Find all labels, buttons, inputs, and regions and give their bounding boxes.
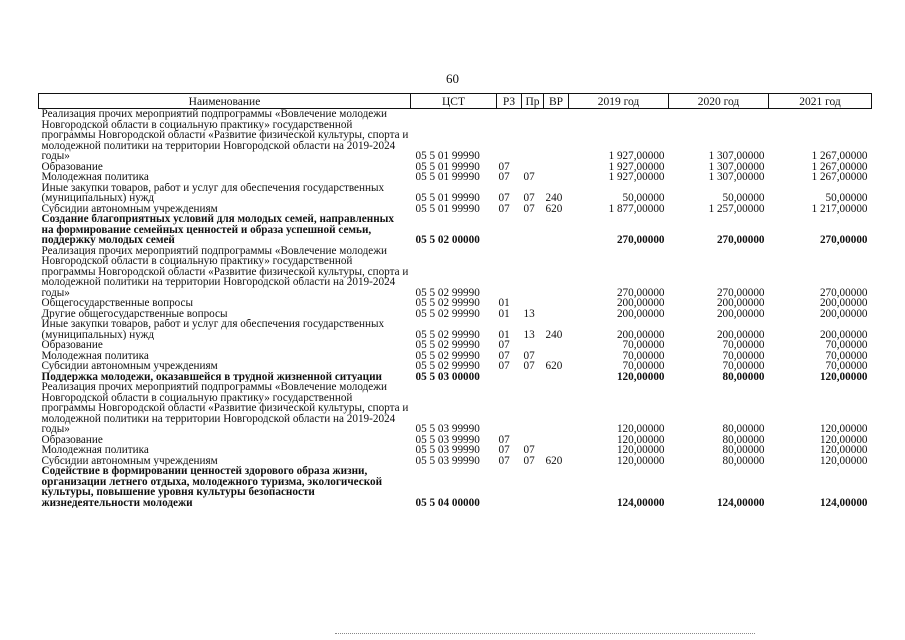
table-row — [39, 214, 872, 246]
cell-cst: 05 5 03 99990 — [415, 423, 480, 435]
cell-cst: 05 5 02 99990 — [415, 340, 480, 351]
cell-vr — [544, 309, 569, 320]
cell-2020: 80,00000 — [722, 434, 765, 445]
cell-2021: 1 217,00000 — [811, 203, 868, 214]
cell-2020: 1 307,00000 — [708, 161, 765, 172]
cell-pr — [522, 340, 544, 351]
cell-name: Образование — [41, 434, 103, 445]
cell-rz — [497, 372, 522, 383]
cell-pr — [522, 109, 544, 162]
cell-2019: 120,00000 — [616, 434, 665, 445]
cell-rz: 07 — [498, 350, 510, 361]
footer-dotted-line — [335, 633, 755, 634]
header-name: Наименование — [39, 94, 411, 109]
table-row — [39, 183, 872, 204]
cell-2020: 1 257,00000 — [708, 203, 765, 214]
cell-cst: 05 5 03 99990 — [415, 434, 480, 445]
cell-cst: 05 5 02 99990 — [415, 298, 480, 309]
table-row — [39, 456, 872, 467]
table-row — [39, 466, 872, 508]
cell-name: Общегосударственные вопросы — [41, 298, 194, 309]
cell-2020: 50,00000 — [722, 192, 765, 204]
cell-rz: 07 — [498, 203, 510, 214]
cell-name: Молодежная политика — [41, 172, 149, 183]
cell-2020: 124,00000 — [716, 496, 765, 508]
header-2020: 2020 год — [669, 94, 769, 109]
cell-pr: 07 — [523, 361, 535, 372]
table-row — [39, 204, 872, 215]
cell-rz: 01 — [498, 308, 510, 319]
cell-name: Иные закупки товаров, работ и услуг для обеспечения государственных (муниципальных) нужд — [41, 319, 385, 340]
cell-pr: 07 — [523, 350, 535, 361]
table-row — [39, 361, 872, 372]
cell-vr — [544, 298, 569, 309]
cell-2019: 70,00000 — [622, 340, 665, 351]
cell-name: Реализация прочих мероприятий подпрограммы «Вовлечение молодежи Новгородской области в социальную практику» государственной программы Новгородской области «Развитие физической культуры, спорта и молодежной политики на территории Новгородской области на 2019-2024 годы» — [41, 245, 409, 298]
cell-vr — [544, 246, 569, 299]
table-row — [39, 445, 872, 456]
cell-pr — [522, 466, 544, 508]
header-cst: ЦСТ — [411, 94, 497, 109]
cell-rz: 01 — [498, 328, 510, 340]
cell-2019: 50,00000 — [622, 192, 665, 204]
cell-cst: 05 5 02 99990 — [415, 286, 480, 298]
header-row — [39, 94, 872, 109]
cell-cst: 05 5 02 99990 — [415, 350, 480, 361]
cell-vr — [544, 109, 569, 162]
cell-rz: 01 — [498, 298, 510, 309]
cell-pr: 07 — [523, 455, 535, 466]
cell-name: Субсидии автономным учреждениям — [41, 361, 218, 372]
cell-2021: 1 267,00000 — [811, 150, 868, 162]
cell-name: Субсидии автономным учреждениям — [41, 203, 218, 214]
cell-pr — [522, 298, 544, 309]
cell-2019: 70,00000 — [622, 361, 665, 372]
cell-vr: 620 — [545, 361, 563, 372]
cell-rz — [497, 246, 522, 299]
cell-rz: 07 — [498, 455, 510, 466]
cell-2020: 200,00000 — [716, 308, 765, 319]
cell-2021: 70,00000 — [825, 340, 868, 351]
cell-vr: 620 — [545, 455, 563, 466]
cell-cst: 05 5 01 99990 — [415, 150, 480, 162]
cell-name: Молодежная политика — [41, 350, 149, 361]
cell-vr — [544, 340, 569, 351]
cell-vr: 240 — [545, 328, 563, 340]
cell-2019: 270,00000 — [616, 234, 665, 246]
cell-2021: 1 267,00000 — [811, 172, 868, 183]
cell-rz: 07 — [498, 192, 510, 204]
cell-vr — [544, 372, 569, 383]
cell-2020: 80,00000 — [722, 371, 765, 382]
cell-2019: 200,00000 — [616, 308, 665, 319]
cell-2021: 124,00000 — [819, 496, 868, 508]
cell-cst: 05 5 01 99990 — [415, 192, 480, 204]
cell-pr: 07 — [523, 172, 535, 183]
cell-rz: 07 — [498, 340, 510, 351]
cell-name: Субсидии автономным учреждениям — [41, 455, 218, 466]
cell-vr — [544, 445, 569, 456]
cell-2019: 70,00000 — [622, 350, 665, 361]
cell-rz: 07 — [498, 434, 510, 445]
cell-2021: 1 267,00000 — [811, 161, 868, 172]
cell-2020: 200,00000 — [716, 298, 765, 309]
cell-rz: 07 — [498, 161, 510, 172]
table-row — [39, 372, 872, 383]
cell-vr — [544, 466, 569, 508]
cell-2019: 200,00000 — [616, 328, 665, 340]
cell-name: Образование — [41, 340, 103, 351]
cell-vr — [544, 162, 569, 173]
cell-2021: 120,00000 — [819, 445, 868, 456]
cell-2020: 270,00000 — [716, 234, 765, 246]
cell-rz: 07 — [498, 361, 510, 372]
cell-2019: 1 927,00000 — [608, 172, 665, 183]
cell-2019: 120,00000 — [616, 423, 665, 435]
cell-2021: 120,00000 — [819, 371, 868, 382]
budget-table — [38, 93, 872, 508]
cell-rz — [497, 214, 522, 246]
cell-name: Образование — [41, 161, 103, 172]
cell-cst: 05 5 01 99990 — [415, 203, 480, 214]
cell-2020: 70,00000 — [722, 340, 765, 351]
header-vr: ВР — [544, 94, 569, 109]
cell-cst: 05 5 04 00000 — [415, 496, 480, 508]
cell-vr — [544, 351, 569, 362]
cell-rz — [497, 382, 522, 435]
cell-2019: 120,00000 — [616, 445, 665, 456]
cell-2020: 80,00000 — [722, 455, 765, 466]
cell-2021: 270,00000 — [819, 286, 868, 298]
cell-2020: 200,00000 — [716, 328, 765, 340]
cell-2020: 1 307,00000 — [708, 150, 765, 162]
cell-2020: 270,00000 — [716, 286, 765, 298]
cell-name: Молодежная политика — [41, 445, 149, 456]
header-pr: Пр — [522, 94, 544, 109]
table-row — [39, 246, 872, 299]
cell-2020: 70,00000 — [722, 350, 765, 361]
table-row — [39, 109, 872, 162]
table-row — [39, 435, 872, 446]
cell-2019: 124,00000 — [616, 496, 665, 508]
cell-cst: 05 5 01 99990 — [415, 172, 480, 183]
cell-rz — [497, 109, 522, 162]
page-number: 60 — [446, 71, 459, 86]
cell-pr — [522, 372, 544, 383]
cell-name: Реализация прочих мероприятий подпрограммы «Вовлечение молодежи Новгородской области в социальную практику» государственной программы Новгородской области «Развитие физической культуры, спорта и молодежной политики на территории Новгородской области на 2019-2024 годы» — [41, 108, 409, 162]
cell-name: Другие общегосударственные вопросы — [41, 308, 228, 319]
table-body — [39, 109, 872, 509]
table-header — [39, 94, 872, 109]
cell-2021: 50,00000 — [825, 192, 868, 204]
cell-2019: 200,00000 — [616, 298, 665, 309]
table-row — [39, 298, 872, 309]
cell-vr: 620 — [545, 203, 563, 214]
cell-cst: 05 5 02 99990 — [415, 361, 480, 372]
cell-pr — [522, 162, 544, 173]
cell-2020: 80,00000 — [722, 445, 765, 456]
cell-cst: 05 5 01 99990 — [415, 161, 480, 172]
cell-cst: 05 5 02 00000 — [415, 234, 480, 246]
table-row — [39, 319, 872, 340]
cell-pr: 07 — [523, 445, 535, 456]
cell-2019: 1 927,00000 — [608, 150, 665, 162]
cell-rz — [497, 466, 522, 508]
cell-vr — [544, 435, 569, 446]
cell-2021: 120,00000 — [819, 434, 868, 445]
cell-pr — [522, 246, 544, 299]
cell-name: Иные закупки товаров, работ и услуг для обеспечения государственных (муниципальных) нужд — [41, 182, 385, 204]
table-row — [39, 309, 872, 320]
cell-cst: 05 5 03 99990 — [415, 455, 480, 466]
cell-2020: 1 307,00000 — [708, 172, 765, 183]
table-row — [39, 382, 872, 435]
cell-cst: 05 5 03 99990 — [415, 445, 480, 456]
header-2021: 2021 год — [769, 94, 872, 109]
cell-2021: 200,00000 — [819, 298, 868, 309]
table-row — [39, 172, 872, 183]
cell-name: Создание благоприятных условий для молодых семей, направленных на формирование семейных ценностей и образа успешной семьи, поддержку молодых семей — [41, 214, 394, 246]
table-row — [39, 340, 872, 351]
cell-pr: 07 — [523, 192, 535, 204]
cell-2019: 120,00000 — [616, 371, 665, 382]
cell-vr — [544, 382, 569, 435]
cell-cst: 05 5 02 99990 — [415, 308, 480, 319]
cell-2019: 1 927,00000 — [608, 161, 665, 172]
table-row — [39, 351, 872, 362]
cell-vr — [544, 172, 569, 183]
header-rz: РЗ — [497, 94, 522, 109]
cell-2021: 70,00000 — [825, 361, 868, 372]
cell-2019: 1 877,00000 — [608, 203, 665, 214]
cell-pr: 13 — [523, 308, 535, 319]
cell-vr: 240 — [545, 192, 563, 204]
cell-pr — [522, 435, 544, 446]
cell-2021: 200,00000 — [819, 308, 868, 319]
cell-name: Содействие в формировании ценностей здорового образа жизни, организации летнего отдыха, молодежного туризма, экологической культуры, повышение уровня культуры безопасности жизнедеятельности молодежи — [41, 466, 383, 508]
cell-2021: 200,00000 — [819, 328, 868, 340]
cell-pr: 13 — [523, 328, 535, 340]
cell-cst: 05 5 02 99990 — [415, 328, 480, 340]
cell-pr — [522, 214, 544, 246]
cell-2021: 70,00000 — [825, 350, 868, 361]
cell-2019: 120,00000 — [616, 455, 665, 466]
cell-rz: 07 — [498, 445, 510, 456]
cell-name: Поддержка молодежи, оказавшейся в трудной жизненной ситуации — [41, 371, 382, 382]
cell-vr — [544, 214, 569, 246]
cell-rz: 07 — [498, 172, 510, 183]
cell-name: Реализация прочих мероприятий подпрограммы «Вовлечение молодежи Новгородской области в социальную практику» государственной программы Новгородской области «Развитие физической культуры, спорта и молодежной политики на территории Новгородской области на 2019-2024 годы» — [41, 382, 409, 435]
cell-2019: 270,00000 — [616, 286, 665, 298]
cell-2020: 70,00000 — [722, 361, 765, 372]
cell-pr — [522, 382, 544, 435]
header-2019: 2019 год — [569, 94, 669, 109]
cell-2021: 270,00000 — [819, 234, 868, 246]
cell-cst: 05 5 03 00000 — [415, 371, 480, 382]
table-row — [39, 162, 872, 173]
cell-2020: 80,00000 — [722, 423, 765, 435]
cell-pr: 07 — [523, 203, 535, 214]
cell-2021: 120,00000 — [819, 423, 868, 435]
cell-2021: 120,00000 — [819, 455, 868, 466]
